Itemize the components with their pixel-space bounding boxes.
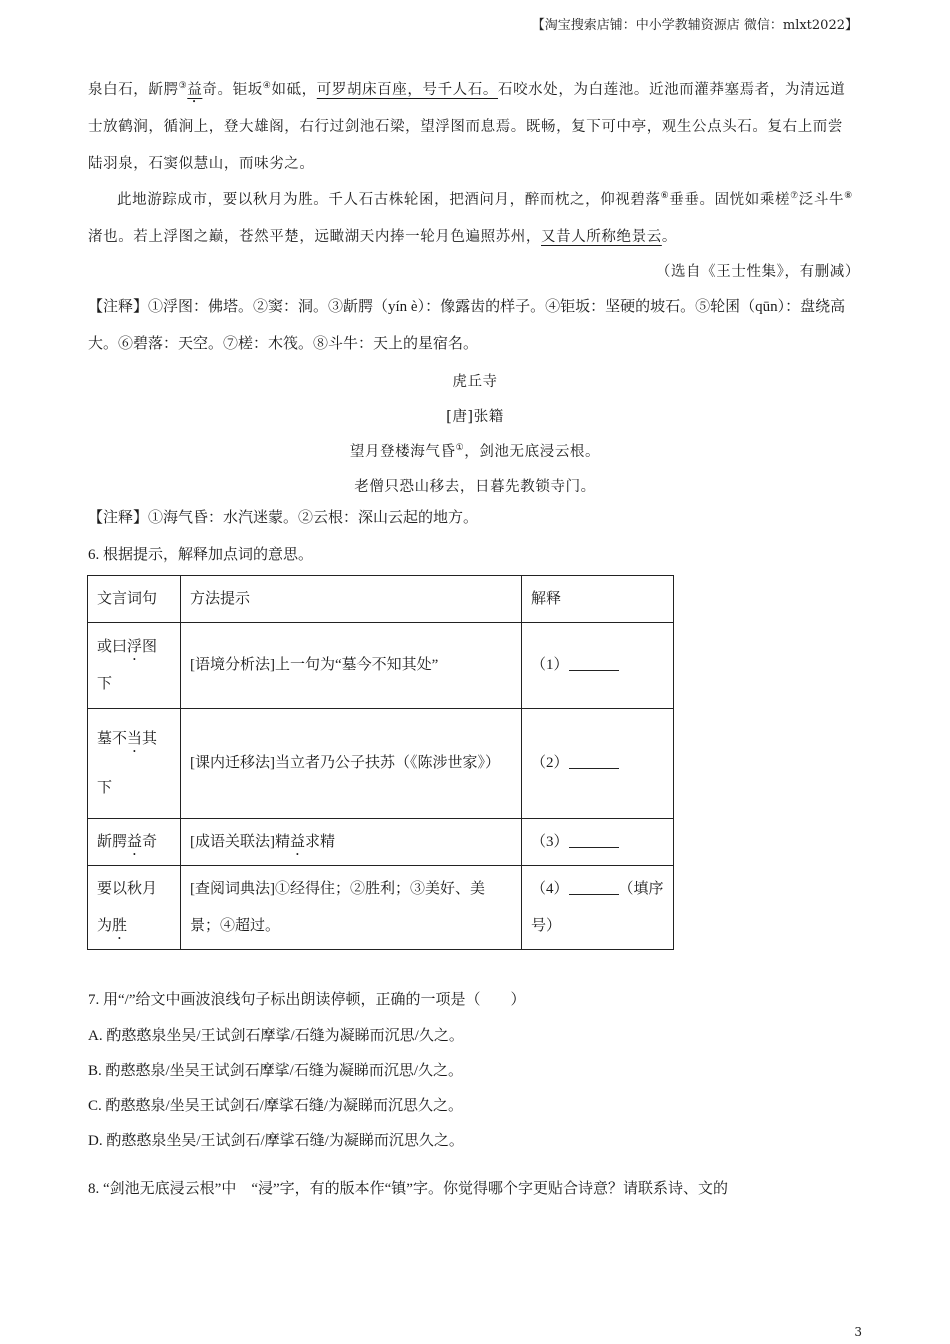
hint-cell: [成语关联法]精益求精 bbox=[181, 819, 522, 866]
answer-cell: （4） （填序号） bbox=[522, 866, 674, 950]
answer-blank[interactable] bbox=[569, 754, 619, 769]
question-7-prompt: 7. 用“/”给文中画波浪线句子标出朗读停顿，正确的一项是（ ） bbox=[88, 992, 526, 1008]
answer-blank[interactable] bbox=[569, 833, 619, 848]
passage-source: （选自《王士性集》，有删减） bbox=[655, 264, 860, 280]
question-6-prompt: 6. 根据提示，解释加点词的意思。 bbox=[88, 547, 314, 563]
annotation-poem: 【注释】①海气昏：水汽迷蒙。②云根：深山云起的地方。 bbox=[88, 510, 479, 526]
passage-paragraph-2: 此地游踪成市，要以秋月为胜。千人石古株轮囷，把酒问月，醉而枕之，仰视碧落⑥垂垂。固恍如乘槎⑦泛斗牛⑧渚也。若上浮图之巅，苍然平楚，远瞰湖天内捧一轮月色遍照苏州，又昔人所称绝景云。 bbox=[88, 191, 853, 245]
answer-cell: （1） bbox=[522, 623, 674, 709]
poem-line-2: 老僧只恐山移去，日暮先教锁寺门。 bbox=[354, 479, 596, 495]
table-row bbox=[88, 866, 674, 950]
phrase-cell: 或曰浮图下 bbox=[88, 623, 181, 709]
underlined-sentence: 可罗胡床百座，号千人石。 bbox=[316, 82, 498, 98]
question-7-option-a[interactable]: A. 酌憨憨泉坐吴/王试剑石摩挲/石缝为凝睇而沉思/久之。 bbox=[88, 1028, 464, 1044]
underlined-sentence: 又昔人所称绝景云 bbox=[541, 229, 662, 245]
page-number: 3 bbox=[854, 1325, 862, 1339]
poem-author: [唐]张籍 bbox=[446, 409, 504, 425]
answer-blank[interactable] bbox=[569, 880, 619, 895]
poem-title: 虎丘寺 bbox=[452, 374, 498, 390]
poem-line-1: 望月登楼海气昏①，剑池无底浸云根。 bbox=[349, 443, 601, 460]
hint-cell: [课内迁移法]当立者乃公子扶苏（《陈涉世家》） bbox=[181, 709, 522, 819]
question-7-option-d[interactable]: D. 酌憨憨泉坐吴/王试剑石/摩挲石缝/为凝睇而沉思久之。 bbox=[88, 1133, 464, 1149]
question-8-prompt: 8. “剑池无底浸云根”中 “浸”字，有的版本作“镇”字。你觉得哪个字更贴合诗意？请联系诗、文的 bbox=[88, 1181, 728, 1197]
question-6-table bbox=[87, 575, 674, 950]
question-7-option-c[interactable]: C. 酌憨憨泉/坐吴王试剑石/摩挲石缝/为凝睇而沉思久之。 bbox=[88, 1098, 464, 1114]
answer-blank[interactable] bbox=[569, 656, 619, 671]
phrase-cell: 墓不当其下 bbox=[88, 709, 181, 819]
answer-cell: （3） bbox=[522, 819, 674, 866]
page-header-banner: 【淘宝搜索店铺：中小学教辅资源店 微信：mlxt2022】 bbox=[531, 18, 858, 33]
table-header-cell: 方法提示 bbox=[181, 576, 522, 623]
table-header-row bbox=[88, 576, 674, 623]
table-row bbox=[88, 819, 674, 866]
table-header-cell: 文言词句 bbox=[88, 576, 181, 623]
table-row bbox=[88, 623, 674, 709]
annotation-passage: 【注释】①浮图：佛塔。②窦：洞。③龂腭（yín è）：像露齿的样子。④钜坂：坚硬的坡石。⑤轮囷（qūn）：盘绕高大。⑥碧落：天空。⑦槎：木筏。⑧斗牛：天上的星宿名。 bbox=[88, 299, 846, 352]
table-row bbox=[88, 709, 674, 819]
table-header-cell: 解释 bbox=[522, 576, 674, 623]
hint-cell: [查阅词典法]①经得住；②胜利；③美好、美景；④超过。 bbox=[181, 866, 522, 950]
phrase-cell: 龂腭益奇 bbox=[88, 819, 181, 866]
passage-paragraph-1: 泉白石，龂腭③益奇。钜坂④如砥，可罗胡床百座，号千人石。石咬水处，为白莲池。近池而灌莽塞焉者，为清远道士放鹤涧，循涧上，登大雄阁，右行过剑池石梁，望浮图而息焉。既畅，复下可中亭，观生公点头石。复右上而尝陆羽泉，石窦似慧山，而味劣之。 bbox=[88, 81, 846, 172]
hint-cell: [语境分析法]上一句为“墓今不知其处” bbox=[181, 623, 522, 709]
phrase-cell: 要以秋月为胜 bbox=[88, 866, 181, 950]
question-7-option-b[interactable]: B. 酌憨憨泉/坐吴王试剑石摩挲/石缝为凝睇而沉思/久之。 bbox=[88, 1063, 464, 1079]
answer-cell: （2） bbox=[522, 709, 674, 819]
